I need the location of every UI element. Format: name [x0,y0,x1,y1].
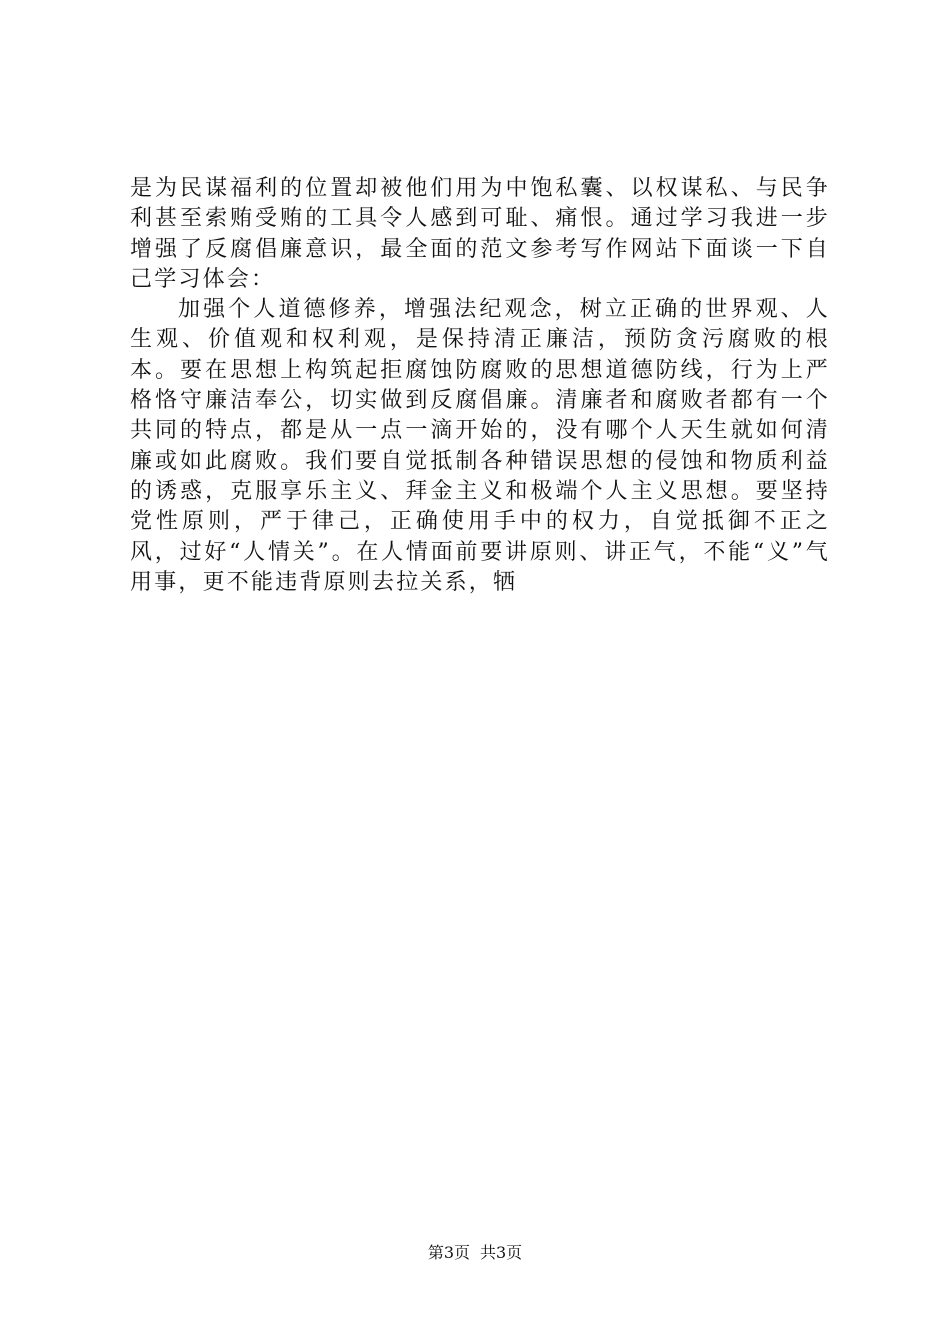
page-footer [0,1240,950,1263]
paragraph-1: 是为民谋福利的位置却被他们用为中饱私囊、以权谋私、与民争利甚至索贿受贿的工具令人感到可耻、痛恨。通过学习我进一步增强了反腐倡廉意识，最全面的范文参考写作网站下面谈一下自己学习体会： [130,176,830,292]
document-body [130,174,830,598]
paragraph-2: 加强个人道德修养，增强法纪观念，树立正确的世界观、人生观、价值观和权利观，是保持清正廉洁，预防贪污腐败的根本。要在思想上构筑起拒腐蚀防腐败的思想道德防线，行为上严格恪守廉洁奉公，切实做到反腐倡廉。清廉者和腐败者都有一个共同的特点，都是从一点一滴开始的，没有哪个人天生就如何清廉或如此腐败。我们要自觉抵制各种错误思想的侵蚀和物质利益的诱惑，克服享乐主义、拜金主义和极端个人主义思想。要坚持党性原则，严于律己，正确使用手中的权力，自觉抵御不正之风，过好“人情关”。在人情面前要讲原则、讲正气，不能“义”气用事，更不能违背原则去拉关系，牺 [130,297,830,595]
page-total: 共3页 [480,1243,523,1262]
page-number: 第3页 [427,1243,470,1262]
